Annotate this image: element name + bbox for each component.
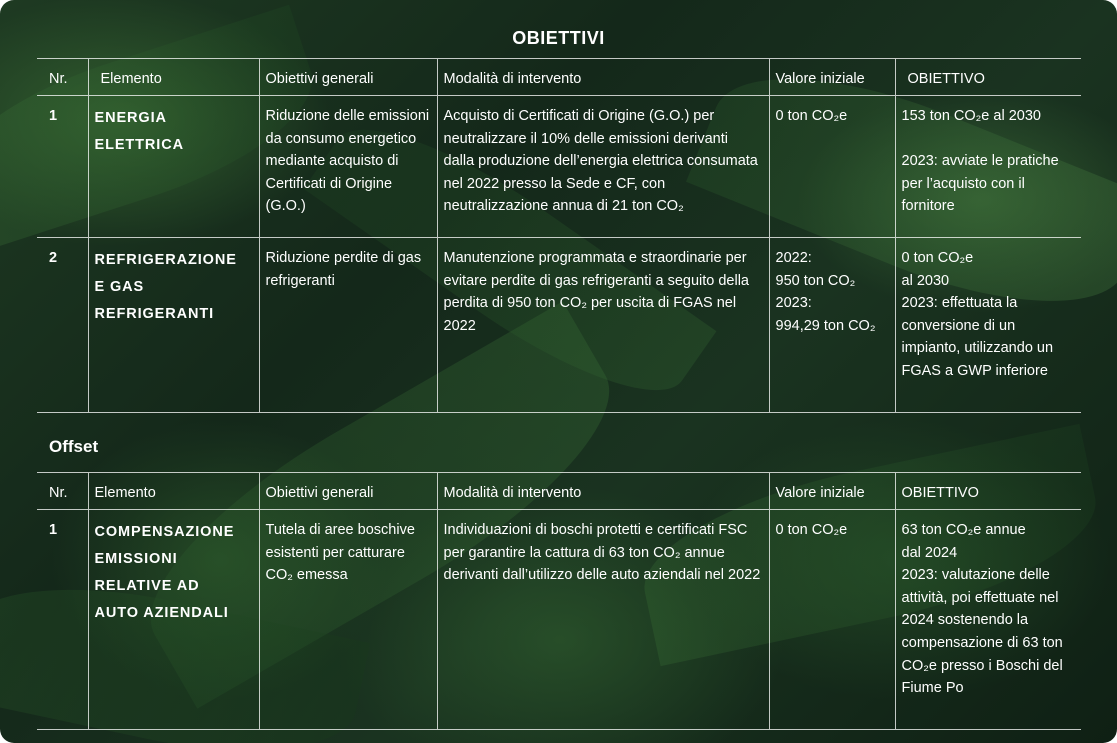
header-nr: Nr. [37,473,88,510]
row-valore-iniziale: 0 ton CO₂e [769,510,895,730]
header-valore-iniziale: Valore iniziale [769,473,895,510]
table-row [37,510,1081,730]
row-elemento: COMPENSAZIONE EMISSIONI RELATIVE AD AUTO AZIENDALI [88,510,259,730]
row-modalita: Manutenzione programmata e straordinarie per evitare perdite di gas refrigeranti a seguito della perdita di 950 ton CO₂ per uscita di FGAS nel 2022 [437,238,769,413]
offset-table [37,472,1081,730]
header-elemento: Elemento [88,473,259,510]
section-heading-offset: Offset [49,437,99,456]
objectives-table [37,58,1081,413]
row-nr: 2 [37,238,88,413]
table-header-row [37,473,1081,510]
header-obiettivi-generali: Obiettivi generali [259,473,437,510]
header-obiettivo: OBIETTIVO [895,473,1081,510]
row-obiettivo: 0 ton CO₂e al 2030 2023: effettuata la conversione di un impianto, utilizzando un FGAS a GWP inferiore [895,238,1081,413]
row-modalita: Individuazioni di boschi protetti e certificati FSC per garantire la cattura di 63 ton CO₂ annue derivanti dall’utilizzo delle auto aziendali nel 2022 [437,510,769,730]
row-obiettivo: 63 ton CO₂e annue dal 2024 2023: valutazione delle attività, poi effettuate nel 2024 sostenendo la compensazione di 63 ton CO₂e presso i Boschi del Fiume Po [895,510,1081,730]
header-modalita: Modalità di intervento [437,473,769,510]
row-obiettivi-generali: Riduzione perdite di gas refrigeranti [259,238,437,413]
header-obiettivo: OBIETTIVO [895,59,1081,96]
row-obiettivi-generali: Riduzione delle emissioni da consumo energetico mediante acquisto di Certificati di Origine (G.O.) [259,96,437,238]
header-modalita: Modalità di intervento [437,59,769,96]
row-elemento: REFRIGERAZIONE E GAS REFRIGERANTI [88,238,259,413]
header-valore-iniziale: Valore iniziale [769,59,895,96]
header-nr: Nr. [37,59,88,96]
row-modalita: Acquisto di Certificati di Origine (G.O.) per neutralizzare il 10% delle emissioni derivanti dalla produzione dell’energia elettrica consumata nel 2022 presso la Sede e CF, con neutralizzazione annua di 21 ton CO₂ [437,96,769,238]
row-elemento: ENERGIA ELETTRICA [88,96,259,238]
table-header-row [37,59,1081,96]
row-valore-iniziale: 0 ton CO₂e [769,96,895,238]
row-valore-iniziale: 2022: 950 ton CO₂ 2023: 994,29 ton CO₂ [769,238,895,413]
row-obiettivo: 153 ton CO₂e al 2030 2023: avviate le pratiche per l’acquisto con il fornitore [895,96,1081,238]
table-row [37,96,1081,238]
row-obiettivi-generali: Tutela di aree boschive esistenti per catturare CO₂ emessa [259,510,437,730]
header-elemento: Elemento [88,59,259,96]
row-nr: 1 [37,510,88,730]
row-nr: 1 [37,96,88,238]
header-obiettivi-generali: Obiettivi generali [259,59,437,96]
page-title: OBIETTIVI [512,28,605,48]
table-row [37,238,1081,413]
